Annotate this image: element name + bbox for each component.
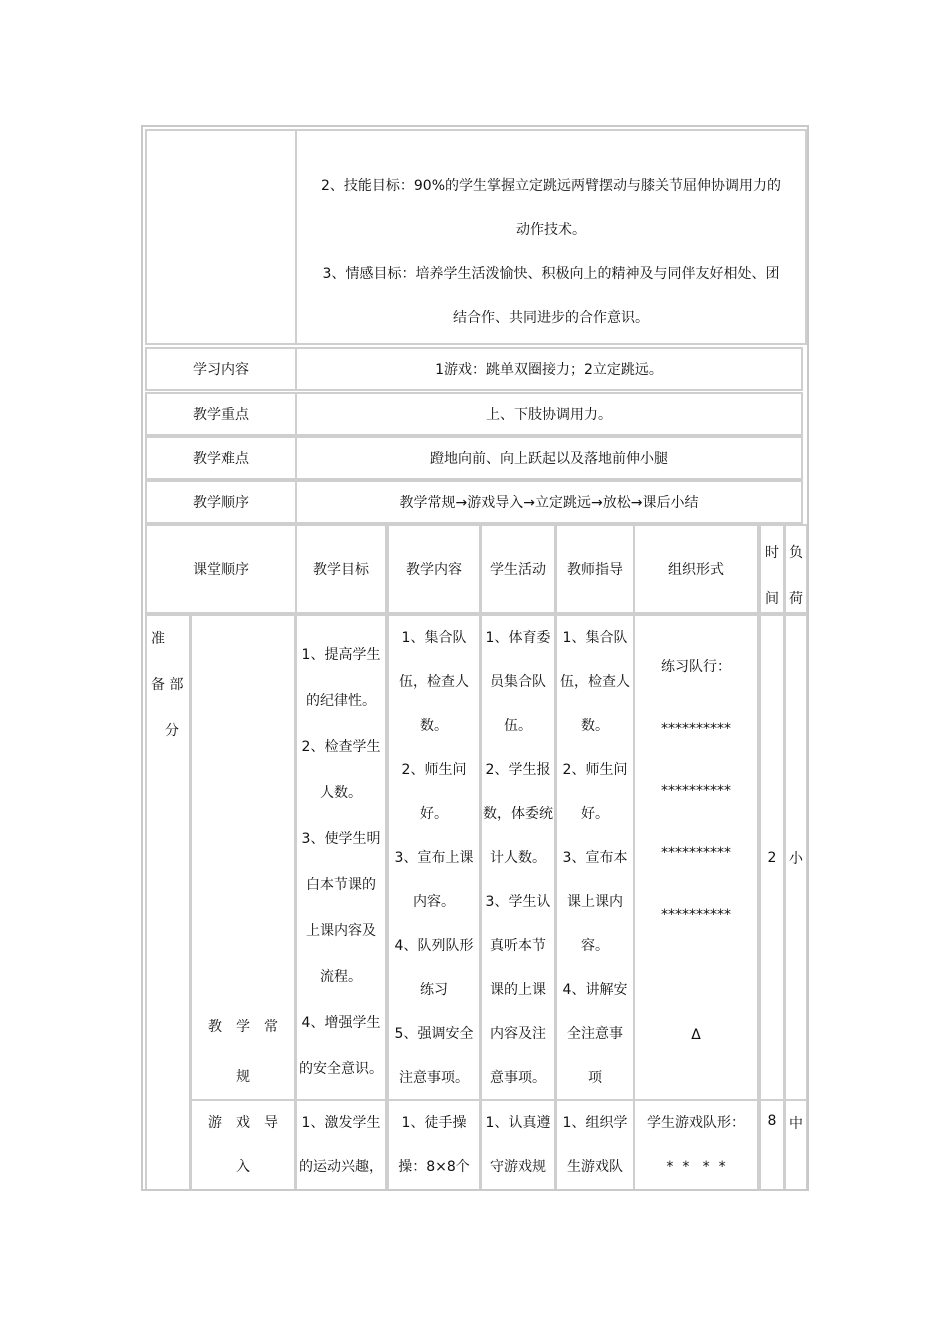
game-form-cell xyxy=(633,1099,759,1191)
prep-goal-line: 1、提高学生 xyxy=(301,647,381,663)
prep-student-line: 1、体育委 xyxy=(485,630,551,646)
header-load-a: 负 xyxy=(789,545,803,561)
lesson-plan-table xyxy=(141,125,809,1191)
prep-content-line: 内容。 xyxy=(413,894,455,910)
prep-student-cell xyxy=(480,614,556,1101)
prep-goal-line: 的安全意识。 xyxy=(299,1061,383,1077)
teaching-difficulty-value: 蹬地向前、向上跃起以及落地前伸小腿 xyxy=(295,436,803,480)
teaching-focus-label: 教学重点 xyxy=(145,392,297,436)
game-student-line: 守游戏规 xyxy=(490,1159,546,1175)
prep-part-cell xyxy=(145,614,191,1191)
prep-student-line: 内容及注 xyxy=(490,1026,546,1042)
prep-time-cell: 2 xyxy=(759,614,785,1101)
learning-content-value: 1游戏：跳单双圈接力；2立定跳远。 xyxy=(295,347,803,391)
game-goal-line: 的运动兴趣， xyxy=(299,1159,383,1175)
game-formation-row: * * * * xyxy=(666,1159,726,1175)
teaching-difficulty-label: 教学难点 xyxy=(145,436,297,480)
teaching-order-label: 教学顺序 xyxy=(145,480,297,524)
prep-student-line: 数，体委统 xyxy=(483,806,553,822)
prep-stage-a: 教 学 常 xyxy=(208,1019,278,1035)
learning-content-label: 学习内容 xyxy=(145,347,297,391)
prep-student-line: 3、学生认 xyxy=(485,894,551,910)
prep-teacher-line: 伍，检查人 xyxy=(560,674,630,690)
prep-part-c: 分 xyxy=(165,723,179,739)
game-form-title: 学生游戏队形： xyxy=(647,1115,745,1131)
prep-content-line: 3、宣布上课 xyxy=(394,850,474,866)
prep-content-cell xyxy=(387,614,481,1101)
teacher-position-symbol: Δ xyxy=(691,1027,701,1043)
game-content-line: 1、徒手操 xyxy=(401,1115,467,1131)
objective-emotion-line1: 3、情感目标：培养学生活泼愉快、积极向上的精神及与同伴友好相处、团 xyxy=(322,266,780,282)
teaching-order-value: 教学常规→游戏导入→立定跳远→放松→课后小结 xyxy=(295,480,803,524)
header-goal: 教学目标 xyxy=(295,524,387,614)
prep-student-line: 意事项。 xyxy=(490,1070,546,1086)
game-teacher-line: 生游戏队 xyxy=(567,1159,623,1175)
prep-student-line: 2、学生报 xyxy=(485,762,551,778)
game-content-cell xyxy=(387,1099,481,1191)
prep-stage-b: 规 xyxy=(236,1069,250,1085)
prep-stage-cell xyxy=(190,614,296,1101)
prep-goal-line: 2、检查学生 xyxy=(301,739,381,755)
prep-teacher-line: 数。 xyxy=(581,718,609,734)
prep-goal-line: 流程。 xyxy=(320,969,362,985)
prep-student-line: 课的上课 xyxy=(490,982,546,998)
prep-form-cell xyxy=(633,614,759,1101)
prep-goal-line: 人数。 xyxy=(320,785,362,801)
prep-form-title: 练习队行： xyxy=(661,659,731,675)
prep-content-line: 练习 xyxy=(420,982,448,998)
objective-skill-line1: 2、技能目标：90%的学生掌握立定跳远两臂摆动与膝关节屈伸协调用力的 xyxy=(320,178,782,194)
game-teacher-line: 1、组织学 xyxy=(562,1115,628,1131)
prep-teacher-line: 项 xyxy=(588,1070,602,1086)
game-stage-a: 游 戏 导 xyxy=(208,1115,278,1131)
header-student: 学生活动 xyxy=(480,524,556,614)
prep-student-line: 伍。 xyxy=(504,718,532,734)
header-time-a: 时 xyxy=(765,545,779,561)
header-form: 组织形式 xyxy=(633,524,759,614)
prep-teacher-line: 4、讲解安 xyxy=(562,982,628,998)
prep-teacher-line: 容。 xyxy=(581,938,609,954)
header-sequence: 课堂顺序 xyxy=(145,524,297,614)
header-time-b: 间 xyxy=(765,591,779,607)
prep-student-line: 真听本节 xyxy=(490,938,546,954)
prep-content-line: 4、队列队形 xyxy=(394,938,474,954)
prep-goal-cell xyxy=(295,614,387,1101)
prep-goal-line: 的纪律性。 xyxy=(306,693,376,709)
game-content-line: 操：8×8个 xyxy=(398,1159,470,1175)
prep-content-line: 伍，检查人 xyxy=(399,674,469,690)
game-stage-cell xyxy=(190,1099,296,1191)
header-content: 教学内容 xyxy=(387,524,481,614)
teaching-focus-value: 上、下肢协调用力。 xyxy=(295,392,803,436)
prep-goal-line: 4、增强学生 xyxy=(301,1015,381,1031)
game-teacher-cell xyxy=(555,1099,635,1191)
game-load-cell: 中 xyxy=(784,1099,808,1191)
formation-row: ********** xyxy=(661,783,731,799)
objective-emotion-line2: 结合作、共同进步的合作意识。 xyxy=(453,310,649,326)
formation-row: ********** xyxy=(661,721,731,737)
prep-teacher-cell xyxy=(555,614,635,1101)
prep-content-line: 1、集合队 xyxy=(401,630,467,646)
objectives-label-cell xyxy=(145,129,297,345)
header-load xyxy=(784,524,808,614)
prep-part-a: 准 xyxy=(151,631,165,647)
prep-teacher-line: 3、宣布本 xyxy=(562,850,628,866)
prep-goal-line: 上课内容及 xyxy=(306,923,376,939)
prep-part-b: 备 部 xyxy=(151,677,184,693)
prep-content-line: 5、强调安全 xyxy=(394,1026,474,1042)
formation-row: ********** xyxy=(661,907,731,923)
objectives-cell xyxy=(295,129,807,345)
game-goal-line: 1、激发学生 xyxy=(301,1115,381,1131)
prep-goal-line: 3、使学生明 xyxy=(301,831,381,847)
game-goal-cell xyxy=(295,1099,387,1191)
prep-content-line: 2、师生问 xyxy=(401,762,467,778)
prep-student-line: 员集合队 xyxy=(490,674,546,690)
formation-row: ********** xyxy=(661,845,731,861)
prep-goal-line: 白本节课的 xyxy=(306,877,376,893)
game-time-cell: 8 xyxy=(759,1099,785,1191)
objective-skill-line2: 动作技术。 xyxy=(516,222,586,238)
prep-student-line: 计人数。 xyxy=(490,850,546,866)
prep-load-cell: 小 xyxy=(784,614,808,1101)
header-teacher: 教师指导 xyxy=(555,524,635,614)
prep-content-line: 好。 xyxy=(420,806,448,822)
header-time xyxy=(759,524,785,614)
game-student-line: 1、认真遵 xyxy=(485,1115,551,1131)
game-stage-b: 入 xyxy=(236,1159,250,1175)
prep-teacher-line: 全注意事 xyxy=(567,1026,623,1042)
prep-content-line: 数。 xyxy=(420,718,448,734)
prep-teacher-line: 课上课内 xyxy=(567,894,623,910)
header-load-b: 荷 xyxy=(789,591,803,607)
game-student-cell xyxy=(480,1099,556,1191)
prep-teacher-line: 1、集合队 xyxy=(562,630,628,646)
prep-content-line: 注意事项。 xyxy=(399,1070,469,1086)
prep-teacher-line: 好。 xyxy=(581,806,609,822)
prep-teacher-line: 2、师生问 xyxy=(562,762,628,778)
